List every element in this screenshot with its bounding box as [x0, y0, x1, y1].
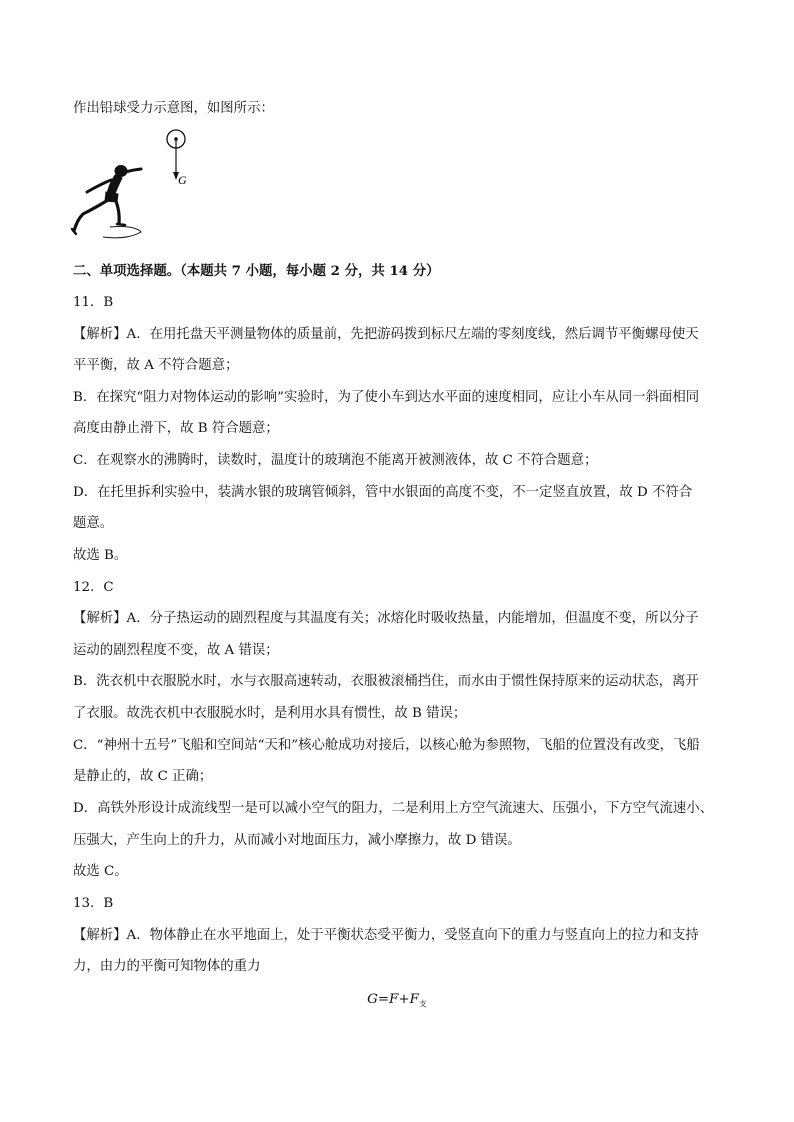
q11-answer: 11．B [73, 295, 114, 310]
q11-line-2: 平平衡，故 A 不符合题意； [73, 358, 239, 373]
intro-text: 作出铅球受力示意图，如图所示： [73, 101, 274, 116]
q12-line-2: 运动的剧烈程度不变，故 A 错误； [73, 643, 279, 658]
force-label: G [178, 173, 187, 187]
formula-main: G=F+F [367, 992, 419, 1007]
q11-line-4: 高度由静止滑下，故 B 符合题意； [73, 421, 279, 436]
q12-line-1: 【解析】A．分子热运动的剧烈程度与其温度有关；冰熔化时吸收热量，内能增加，但温度不变，所以分子 [73, 611, 699, 626]
formula [0, 992, 794, 1010]
athlete-icon [72, 166, 141, 235]
q12-line-4: 了衣服。故洗衣机中衣服脱水时，是利用水具有惯性，故 B 错误； [73, 706, 467, 721]
q11-line-7: 题意。 [73, 516, 114, 531]
q12-line-3: B．洗衣机中衣服脱水时，水与衣服高速转动，衣服被滚桶挡住，而水由于惯性保持原来的运动状态，离开 [73, 674, 699, 689]
q11-line-3: B．在探究“阻力对物体运动的影响”实验时，为了使小车到达水平面的速度相同，应让小车从同一斜面相同 [73, 390, 700, 405]
q13-answer: 13．B [73, 896, 114, 911]
shot-put-force-diagram [65, 128, 200, 248]
q11-line-5: C．在观察水的沸腾时，读数时，温度计的玻璃泡不能离开被测液体，故 C 不符合题意； [73, 453, 598, 468]
q12-line-7: D．高铁外形设计成流线型一是可以减小空气的阻力，二是利用上方空气流速大、压强小，下方空气流速小、 [73, 801, 714, 816]
q12-line-6: 是静止的，故 C 正确； [73, 769, 213, 784]
section2-heading: 二、单项选择题。（本题共 7 小题，每小题 2 分，共 14 分） [73, 263, 440, 279]
q12-line-9: 故选 C。 [73, 864, 128, 879]
q12-answer: 12．C [73, 580, 114, 595]
q11-line-6: D．在托里拆利实验中，装满水银的玻璃管倾斜，管中水银面的高度不变，不一定竖直放置，故 D 不符合 [73, 485, 693, 500]
formula-subscript: 支 [418, 999, 427, 1009]
throw-circle-arc [103, 227, 141, 238]
q12-line-5: C．“神州十五号”飞船和空间站“天和”核心舱成功对接后，以核心舱为参照物，飞船的位置没有改变，飞船 [73, 738, 700, 753]
q11-line-1: 【解析】A．在用托盘天平测量物体的质量前，先把游码拨到标尺左端的零刻度线，然后调节平衡螺母使天 [73, 327, 699, 342]
q13-line-2: 力，由力的平衡可知物体的重力 [73, 959, 261, 974]
q11-line-8: 故选 B。 [73, 548, 128, 563]
q12-line-8: 压强大，产生向上的升力，从而减小对地面压力，减小摩擦力，故 D 错误。 [73, 833, 521, 848]
q13-line-1: 【解析】A．物体静止在水平地面上，处于平衡状态受平衡力，受竖直向下的重力与竖直向上的拉力和支持 [73, 928, 699, 943]
